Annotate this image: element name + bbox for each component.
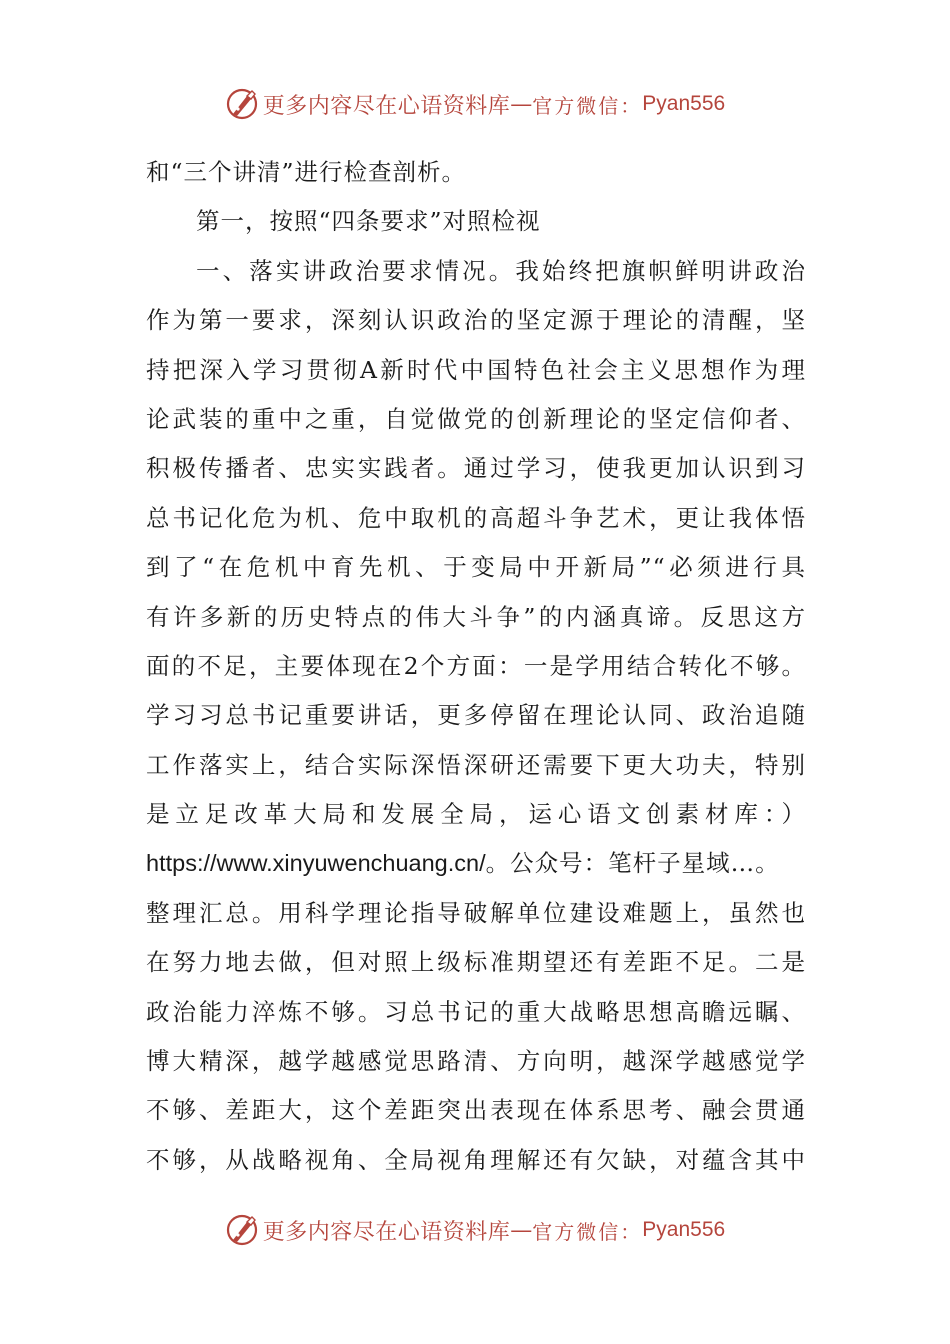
header-banner — [0, 84, 950, 124]
text-line: 总书记化危为机、危中取机的高超斗争艺术，更让我体悟 — [146, 503, 806, 532]
wechat-account-id: Pyan556 — [642, 92, 726, 115]
text-line: 面的不足，主要体现在2个方面：一是学用结合转化不够。 — [146, 651, 806, 680]
text-line: 有许多新的历史特点的伟大斗争”的内涵真谛。反思这方 — [146, 602, 806, 631]
wechat-account-label: 官方微信： — [532, 93, 643, 118]
website-link[interactable]: https://www.xinyuwenchuang.cn/ — [146, 850, 486, 877]
text-line: 到了“在危机中育先机、于变局中开新局”“必须进行具 — [146, 553, 806, 582]
text-line: 在努力地去做，但对照上级标准期望还有差距不足。二是 — [146, 948, 806, 977]
brand-text: 更多内容尽在心语资料库 — [262, 1219, 511, 1245]
pen-nib-logo-icon — [225, 87, 259, 121]
banner-separator: — — [510, 91, 533, 117]
footer-banner — [0, 1210, 950, 1250]
text-line: 持把深入学习贯彻A新时代中国特色社会主义思想作为理 — [146, 355, 806, 384]
url-line — [146, 839, 806, 888]
text-line: 工作落实上，结合实际深悟深研还需要下更大功夫，特别 — [146, 750, 806, 779]
wechat-account-label: 官方微信： — [532, 1219, 643, 1244]
url-suffix-text: 。公众号：笔杆子星域…。 — [485, 849, 780, 878]
text-line: 作为第一要求，深刻认识政治的坚定源于理论的清醒，坚 — [146, 306, 806, 335]
wechat-account-id: Pyan556 — [642, 1218, 726, 1241]
brand-text: 更多内容尽在心语资料库 — [262, 93, 511, 119]
text-line: 政治能力淬炼不够。习总书记的重大战略思想高瞻远瞩、 — [146, 997, 806, 1026]
text-line: 不够、差距大，这个差距突出表现在体系思考、融会贯通 — [146, 1096, 806, 1125]
document-body — [146, 148, 806, 1185]
section-heading: 第一，按照“四条要求”对照检视 — [196, 207, 541, 236]
text-line: 是立足改革大局和发展全局，运心语文创素材库：） — [146, 800, 806, 829]
text-line: 学习习总书记重要讲话，更多停留在理论认同、政治追随 — [146, 701, 806, 730]
text-line: 博大精深，越学越感觉思路清、方向明，越深学越感觉学 — [146, 1047, 806, 1076]
pen-nib-logo-icon — [225, 1213, 259, 1247]
banner-separator: — — [510, 1217, 533, 1243]
text-line: 论武装的重中之重，自觉做党的创新理论的坚定信仰者、 — [146, 404, 806, 433]
text-line: 不够，从战略视角、全局视角理解还有欠缺，对蕴含其中 — [146, 1145, 806, 1174]
text-line: 和“三个讲清”进行检查剖析。 — [146, 158, 467, 186]
text-line: 整理汇总。用科学理论指导破解单位建设难题上，虽然也 — [146, 898, 806, 927]
text-line: 积极传播者、忠实实践者。通过学习，使我更加认识到习 — [146, 454, 806, 483]
paragraph-start: 一、落实讲政治要求情况。我始终把旗帜鲜明讲政治 — [196, 256, 806, 285]
